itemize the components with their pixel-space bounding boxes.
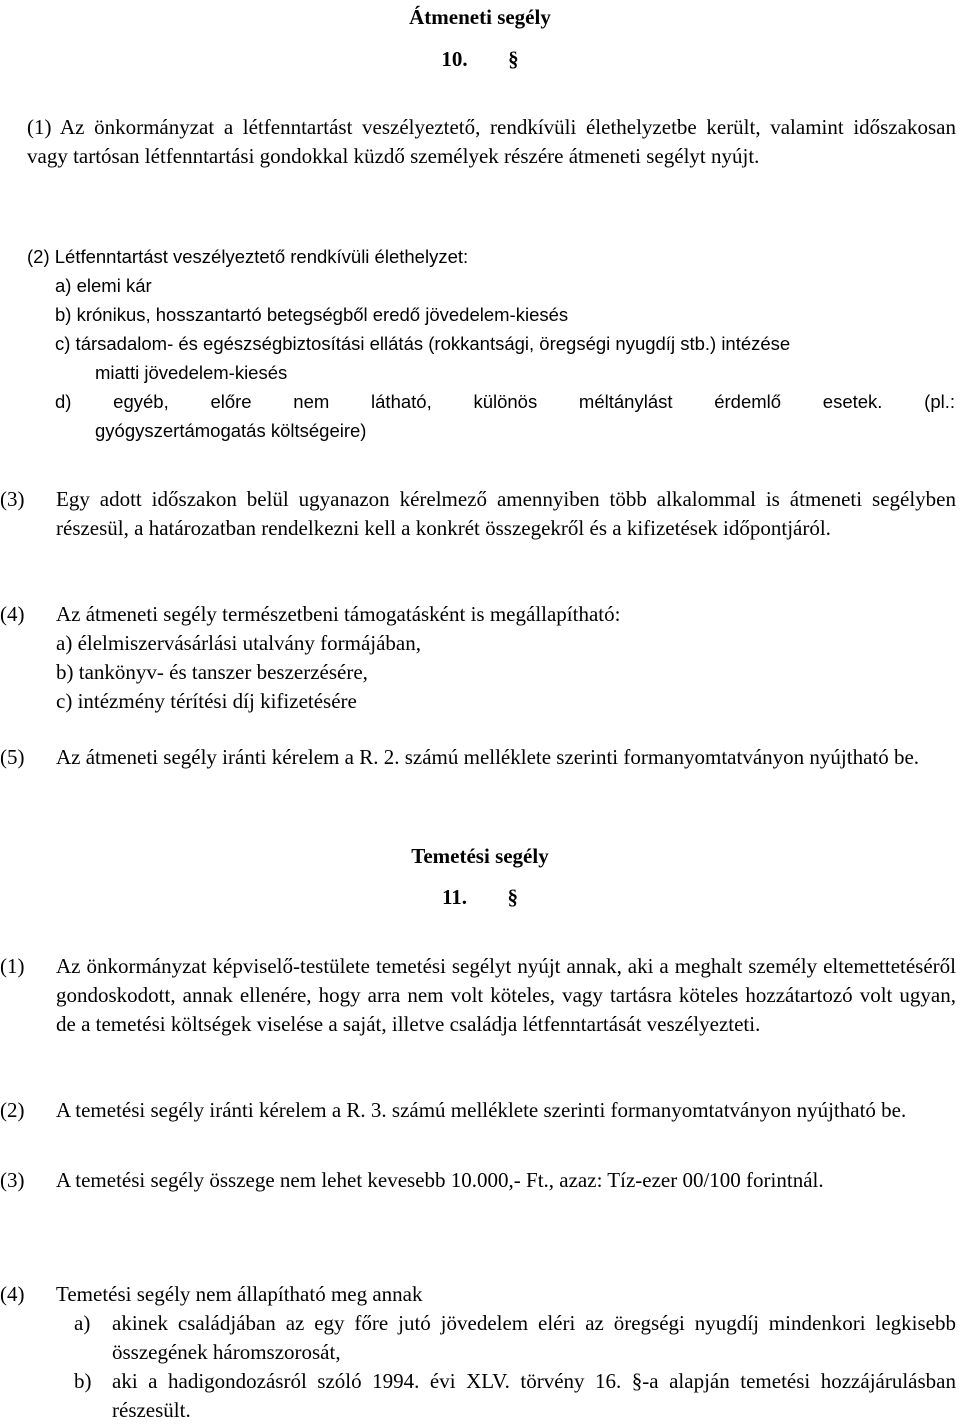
paragraph-number: (3) bbox=[0, 487, 25, 511]
paragraph-2-intro: (2) Létfenntartást veszélyeztető rendkívüli élethelyzet: bbox=[27, 246, 469, 267]
paragraph-number: (5) bbox=[0, 745, 25, 769]
paragraph-number: (1) bbox=[0, 954, 25, 978]
list-item-b: b) krónikus, hosszantartó betegségből eredő jövedelem-kiesés bbox=[55, 304, 569, 325]
list-label-b: b) bbox=[74, 1369, 92, 1393]
section-number-text: 11. bbox=[441, 885, 468, 909]
paragraph-4 bbox=[0, 1280, 960, 1424]
paragraph-1: (1) Az önkormányzat a létfenntartást veszélyeztető, rendkívüli élethelyzetbe került, valamint időszakosan vagy tartósan létfenntartási gondokkal küzdő személyek részére átmeneti segélyt nyújt. bbox=[27, 115, 956, 168]
paragraph-number: (2) bbox=[0, 1098, 25, 1122]
paragraph-text: A temetési segély összege nem lehet kevesebb 10.000,- Ft., azaz: Tíz-ezer 00/100 forintnál. bbox=[56, 1168, 824, 1192]
paragraph-text: Az önkormányzat képviselő-testülete temetési segélyt nyújt annak, aki a meghalt személy eltemettetéséről gondoskodott, annak ellenére, hogy arra nem volt köteles, vagy tartásra köteles hozzátartozó volt ugyan, de a temetési költségek viselése a saját, illetve családja létfenntartását veszélyezteti. bbox=[56, 954, 956, 1036]
paragraph-number: (4) bbox=[0, 1282, 25, 1306]
paragraph-text: A temetési segély iránti kérelem a R. 3. számú melléklete szerinti formanyomtatványon nyújtható be. bbox=[56, 1098, 907, 1122]
paragraph-3 bbox=[0, 1166, 960, 1226]
section-title: Temetési segély bbox=[411, 844, 549, 868]
list-item-d-line2: gyógyszertámogatás költségeire) bbox=[95, 420, 367, 441]
paragraph-number: (4) bbox=[0, 602, 25, 626]
paragraph-number: (3) bbox=[0, 1168, 25, 1192]
section-number bbox=[0, 883, 960, 912]
list-item-b: b) tankönyv- és tanszer beszerzésére, bbox=[56, 660, 368, 684]
section-number bbox=[0, 45, 960, 74]
list-item-a: akinek családjában az egy főre jutó jövedelem eléri az öregségi nyugdíj mindenkori legkisebb összegének háromszorosát, bbox=[112, 1311, 956, 1364]
list-label-a: a) bbox=[74, 1311, 91, 1335]
paragraph-text: Az átmeneti segély iránti kérelem a R. 2. számú melléklete szerinti formanyomtatványon nyújtható be. bbox=[56, 745, 920, 769]
list-item-b: aki a hadigondozásról szóló 1994. évi XLV. törvény 16. §-a alapján temetési hozzájárulásban részesült. bbox=[112, 1369, 956, 1422]
paragraph-4 bbox=[0, 600, 960, 720]
paragraph-5 bbox=[0, 743, 960, 803]
paragraph-intro: Az átmeneti segély természetbeni támogatásként is megállapítható: bbox=[56, 602, 621, 626]
section-sign: § bbox=[507, 885, 519, 909]
paragraph-intro: Temetési segély nem állapítható meg annak bbox=[56, 1282, 423, 1306]
list-item-a: a) élelmiszervásárlási utalvány formájában, bbox=[56, 631, 421, 655]
paragraph-2 bbox=[0, 1096, 960, 1156]
paragraph-1 bbox=[0, 952, 960, 1072]
section-sign: § bbox=[508, 47, 519, 71]
list-item-d-line1: d) egyéb, előre nem látható, különös méltánylást érdemlő esetek. (pl.: bbox=[55, 391, 955, 412]
list-item-c-line2: miatti jövedelem-kiesés bbox=[95, 362, 288, 383]
list-item-a: a) elemi kár bbox=[55, 275, 152, 296]
list-item-c: c) intézmény térítési díj kifizetésére bbox=[56, 689, 357, 713]
paragraph-text: Egy adott időszakon belül ugyanazon kérelmező amennyiben több alkalommal is átmeneti segélyben részesül, a határozatban rendelkezni kell a konkrét összegekről és a kifizetések időpontjáról. bbox=[56, 487, 956, 540]
list-item-c-line1: c) társadalom- és egészségbiztosítási ellátás (rokkantsági, öregségi nyugdíj stb.) intézése bbox=[55, 333, 791, 354]
paragraph-3 bbox=[0, 485, 960, 575]
section-number-text: 10. bbox=[441, 47, 468, 71]
section-title: Átmeneti segély bbox=[409, 5, 551, 29]
